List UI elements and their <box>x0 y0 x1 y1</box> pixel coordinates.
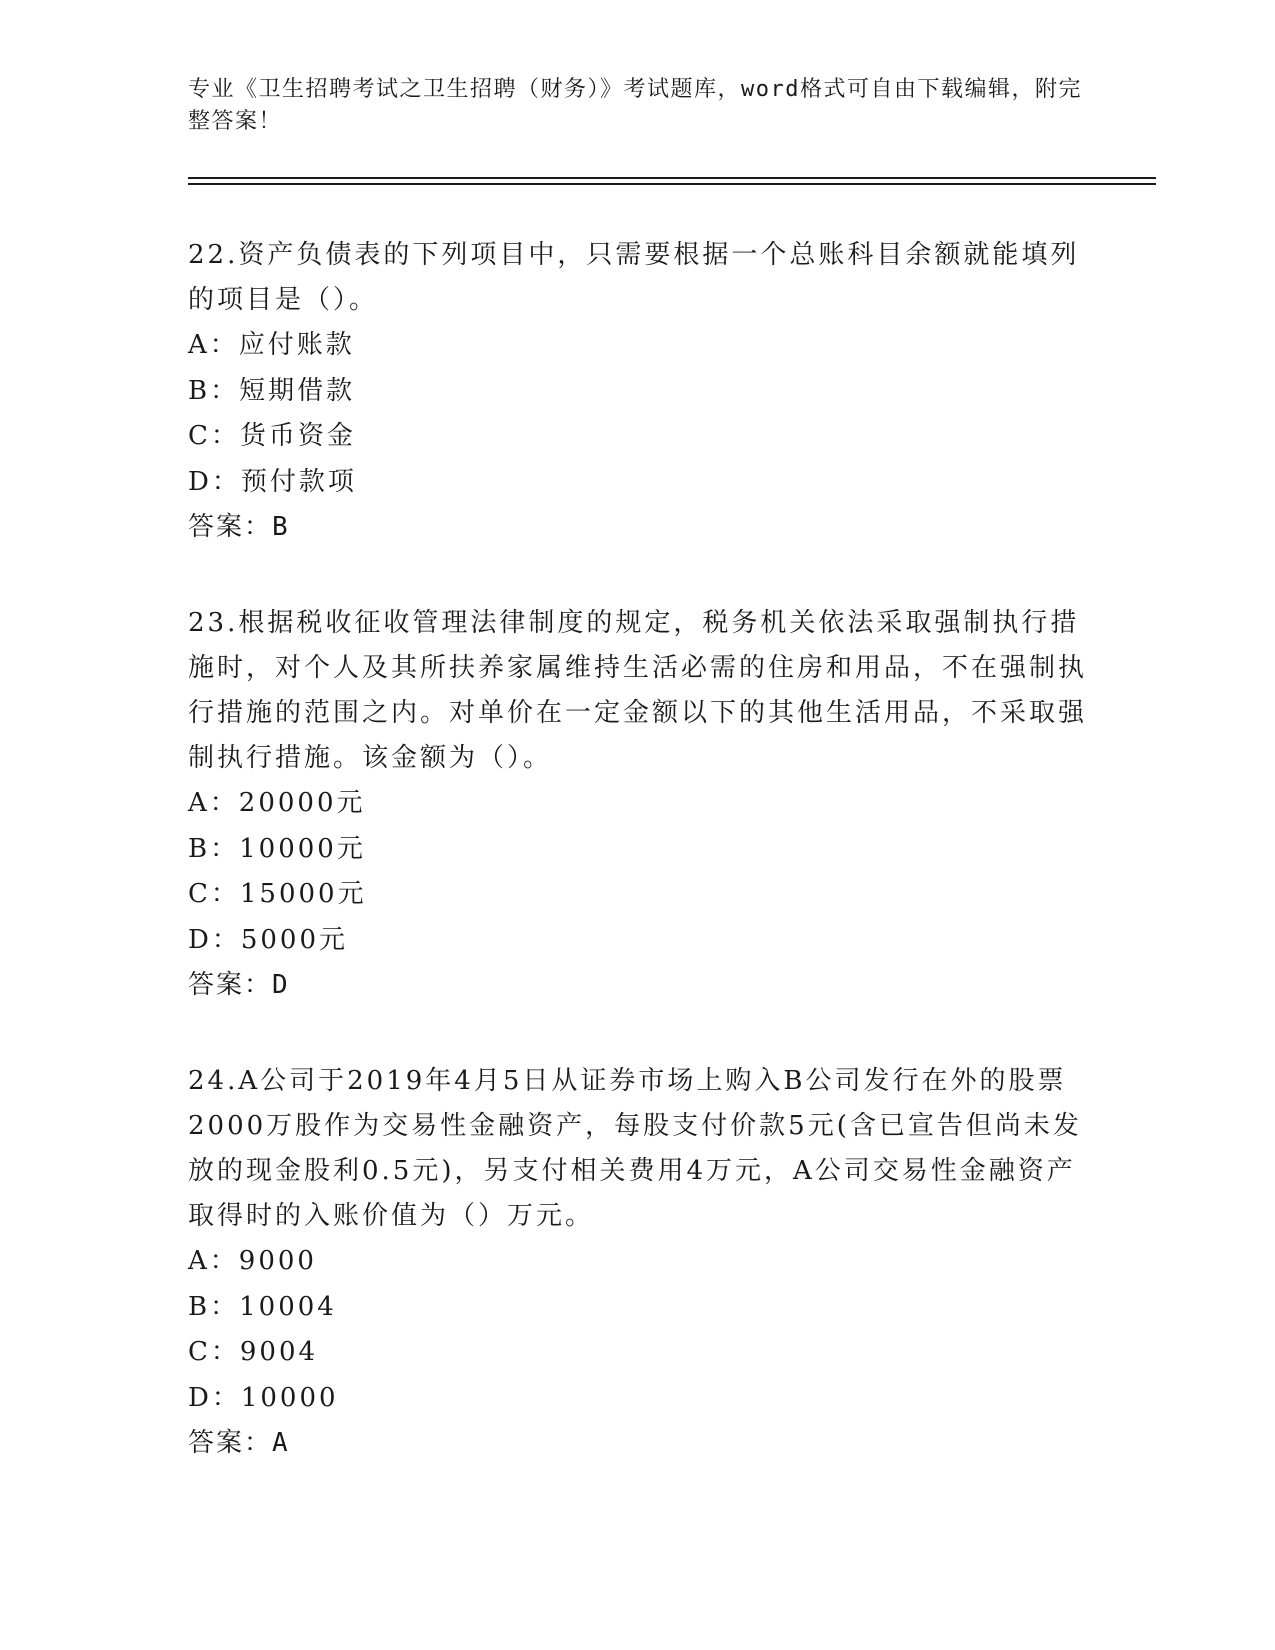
option-d: D：预付款项 <box>188 466 357 497</box>
option-c: C：9004 <box>188 1337 319 1367</box>
answer-line: 答案：D <box>188 970 290 1000</box>
question-stem: 22.资产负债表的下列项目中，只需要根据一个总账科目余额就能填列的项目是（）。 <box>188 240 1080 315</box>
option-b: B：10004 <box>188 1291 337 1322</box>
option-b: B：短期借款 <box>188 375 356 406</box>
option-a: A：应付账款 <box>188 330 355 360</box>
option-c: C：货币资金 <box>188 421 356 451</box>
option-a: A：9000 <box>188 1246 317 1276</box>
option-c: C：15000元 <box>188 879 367 909</box>
header-divider-line <box>188 177 1156 179</box>
document-header: 专业《卫生招聘考试之卫生招聘（财务）》考试题库，word格式可自由下载编辑，附完整答案！ <box>188 77 1082 134</box>
option-d: D：10000 <box>188 1382 339 1413</box>
answer-line: 答案：B <box>188 512 290 542</box>
option-d: D：5000元 <box>188 924 349 955</box>
question-stem: 24.A公司于2019年4月5日从证券市场上购入B公司发行在外的股票2000万股作为交易性金融资产，每股支付价款5元(含已宣告但尚未发放的现金股利0.5元)，另支付相关费用4万元，A公司交易性金融资产取得时的入账价值为（）万元。 <box>188 1066 1082 1231</box>
option-b: B：10000元 <box>188 833 366 864</box>
question-24 <box>188 1059 1088 1466</box>
answer-line: 答案：A <box>188 1428 290 1458</box>
question-23 <box>188 601 1088 1008</box>
option-a: A：20000元 <box>188 788 366 818</box>
header-divider-line-second <box>188 183 1156 185</box>
question-stem: 23.根据税收征收管理法律制度的规定，税务机关依法采取强制执行措施时，对个人及其所扶养家属维持生活必需的住房和用品，不在强制执行措施的范围之内。对单价在一定金额以下的其他生活用品，不采取强制执行措施。该金额为（）。 <box>188 608 1088 773</box>
question-22 <box>188 233 1088 550</box>
